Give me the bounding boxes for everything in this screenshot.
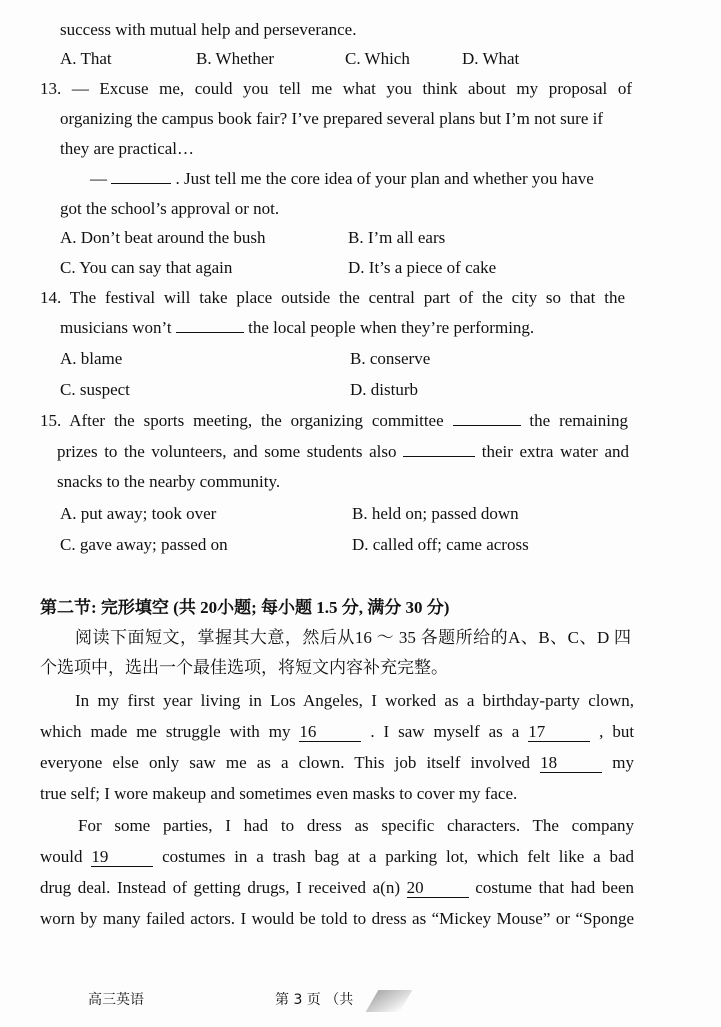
text-line [57,440,629,464]
footer-page-number: 第 3 页 （共 [275,992,354,1008]
text-segment: costume that had been [475,878,634,897]
text-line [60,316,534,340]
text-segment: 14. The festival will take place outside the central part of the city so that the [40,288,625,307]
text-segment: got the school’s approval or not. [60,199,280,218]
answer-option: A. blame [60,349,123,368]
text-line [75,689,634,713]
text-segment: my [612,753,634,772]
text-line [40,751,634,775]
answer-option: A. Don’t beat around the bush [60,228,266,247]
text-segment: they are practical… [60,139,195,158]
text-segment: everyone else only saw me as a clown. This job itself involved [40,753,541,772]
answer-option: A. That [60,49,112,68]
answer-option: B. conserve [350,349,431,368]
answer-blank: 16 [299,723,361,742]
text-line [57,470,280,494]
text-segment: costumes in a trash bag at a parking lot, which felt like a bad [162,847,634,866]
text-segment: 第二节: 完形填空 (共 20小题; 每小题 1.5 分, 满分 30 分) [40,598,450,617]
text-segment: prizes to the volunteers, and some students also [57,442,404,461]
text-line [40,845,634,869]
answer-option: B. I’m all ears [348,228,446,247]
answer-option: C. You can say that again [60,258,233,277]
answer-option: D. called off; came across [352,535,529,554]
text-segment: 阅读下面短文，掌握其大意，然后从16 ～ 35 各题所给的A、B、C、D 四 [75,628,631,647]
answer-option: D. What [462,49,520,68]
text-segment: musicians won’t [60,318,176,337]
answer-option: C. Which [345,49,410,68]
answer-blank [453,425,521,426]
text-segment: , but [599,722,634,741]
text-line [90,167,594,191]
answer-option: A. put away; took over [60,504,217,523]
text-line [60,137,194,161]
text-segment: . I saw myself as a [370,722,529,741]
text-segment: the remaining [529,411,628,430]
text-line [78,814,634,838]
text-segment: which made me struggle with my [40,722,300,741]
text-segment: For some parties, I had to dress as specific characters. The company [78,816,634,835]
text-segment: . Just tell me the core idea of your plan and whether you have [175,169,594,188]
answer-option: D. disturb [350,380,418,399]
text-line [60,107,603,131]
text-line [40,656,448,680]
answer-blank: 20 [407,879,469,898]
text-segment: organizing the campus book fair? I’ve prepared several plans but I’m not sure if [60,109,604,128]
text-segment: 个选项中，选出一个最佳选项，将短文内容补充完整。 [40,658,448,677]
text-segment: the local people when they’re performing. [248,318,535,337]
footer-subject: 高三英语 [88,992,144,1008]
text-line [60,197,279,221]
text-line [40,720,634,744]
text-line [40,876,634,900]
text-segment: snacks to the nearby community. [57,472,281,491]
answer-blank [403,456,475,457]
text-segment: — [90,169,107,188]
text-segment: 15. After the sports meeting, the organizing committee [40,411,453,430]
text-line [40,409,628,433]
answer-blank: 19 [91,848,153,867]
text-line [40,77,632,101]
page-curl-shadow [366,990,413,1012]
text-line [40,907,634,931]
answer-blank [111,183,171,184]
text-segment: In my first year living in Los Angeles, I worked as a birthday-party clown, [75,691,634,710]
answer-option: C. gave away; passed on [60,535,228,554]
answer-option: B. Whether [196,49,275,68]
text-segment: worn by many failed actors. I would be told to dress as “Mickey Mouse” or “Sponge [40,909,634,928]
answer-option: C. suspect [60,380,130,399]
text-line [75,626,631,650]
answer-blank: 17 [528,723,590,742]
text-segment: success with mutual help and perseverance. [60,20,357,39]
answer-blank: 18 [540,754,602,773]
answer-blank [176,332,244,333]
section-heading [40,596,449,620]
answer-option: B. held on; passed down [352,504,519,523]
text-line [40,782,517,806]
text-segment: drug deal. Instead of getting drugs, I received a(n) [40,878,407,897]
text-segment: would [40,847,92,866]
text-segment: true self; I wore makeup and sometimes even masks to cover my face. [40,784,518,803]
answer-option: D. It’s a piece of cake [348,258,497,277]
text-line [40,286,625,310]
text-line [60,18,356,42]
text-segment: 13. — Excuse me, could you tell me what you think about my proposal of [40,79,632,98]
text-segment: their extra water and [481,442,629,461]
